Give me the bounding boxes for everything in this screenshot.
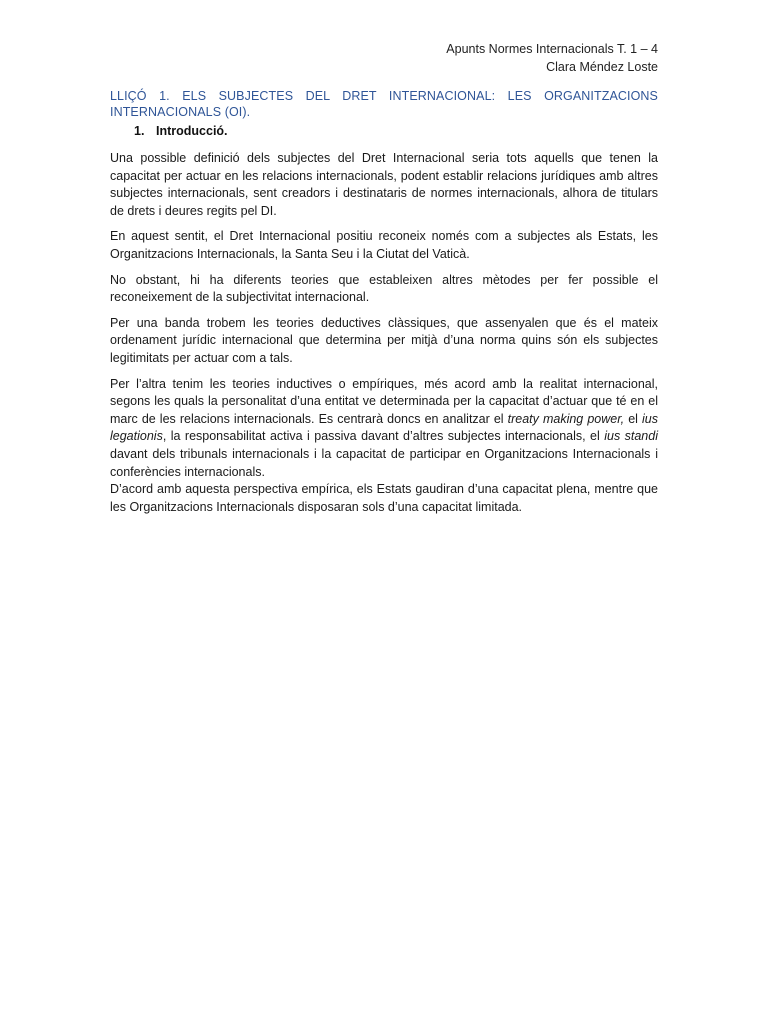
paragraph-5-text-4: davant dels tribunals internacionals i la capacitat de participar en Organitzacions Internacionals i conferències internacionals.	[110, 446, 658, 479]
paragraph-3: No obstant, hi ha diferents teories que estableixen altres mètodes per fer possible el reconeixement de la subjectivitat internacional.	[110, 272, 658, 305]
paragraph-5-text-5: D’acord amb aquesta perspectiva empírica, els Estats gaudiran d’una capacitat plena, mentre que les Organitzacions Internacionals disposaran sols d’una capacitat limitada.	[110, 482, 658, 514]
document-page	[110, 40, 658, 516]
page-header	[110, 40, 658, 76]
header-title: Apunts Normes Internacionals T. 1 – 4	[446, 42, 658, 56]
header-author: Clara Méndez Loste	[546, 60, 658, 74]
term-ius-legationis: ius legationis	[110, 411, 658, 444]
paragraph-5-text-1: Per l’altra tenim les teories inductives o empíriques, més acord amb la realitat internacional, segons les quals la personalitat d’una entitat ve determinada per la capacitat d’actuar que té en el marc de les relacions internacionals. Es centrarà doncs en analitzar el	[110, 376, 658, 426]
section-heading	[110, 122, 658, 140]
paragraph-5-text-2: el	[624, 411, 643, 426]
section-number: 1.	[134, 124, 145, 138]
paragraph-1: Una possible definició dels subjectes del Dret Internacional seria tots aquells que tenen la capacitat per actuar en les relacions internacionals, podent establir relacions jurídiques amb altres subjectes internacionals, sent creadors i destinataris de normes internacionals, alhora de titulars de drets i deures regits pel DI.	[110, 151, 658, 218]
lesson-title: LLIÇÓ 1. ELS SUBJECTES DEL DRET INTERNACIONAL: LES ORGANITZACIONS INTERNACIONALS (OI).	[110, 89, 658, 119]
paragraph-4: Per una banda trobem les teories deductives clàssiques, que assenyalen que és el mateix ordenament jurídic internacional que determina per mitjà d’una norma quins són els subjectes legitimitats per actuar com a tals.	[110, 315, 658, 365]
paragraph-5-text-3: , la responsabilitat activa i passiva davant d’altres subjectes internacionals, el	[162, 429, 605, 444]
term-ius-standi: ius standi	[604, 429, 658, 444]
section-title: Introducció.	[156, 124, 228, 138]
paragraph-5	[110, 376, 658, 517]
term-treaty-making-power: treaty making power,	[507, 411, 625, 426]
paragraph-2: En aquest sentit, el Dret Internacional positiu reconeix només com a subjectes als Estats, les Organitzacions Internacionals, la Santa Seu i la Ciutat del Vaticà.	[110, 229, 658, 261]
